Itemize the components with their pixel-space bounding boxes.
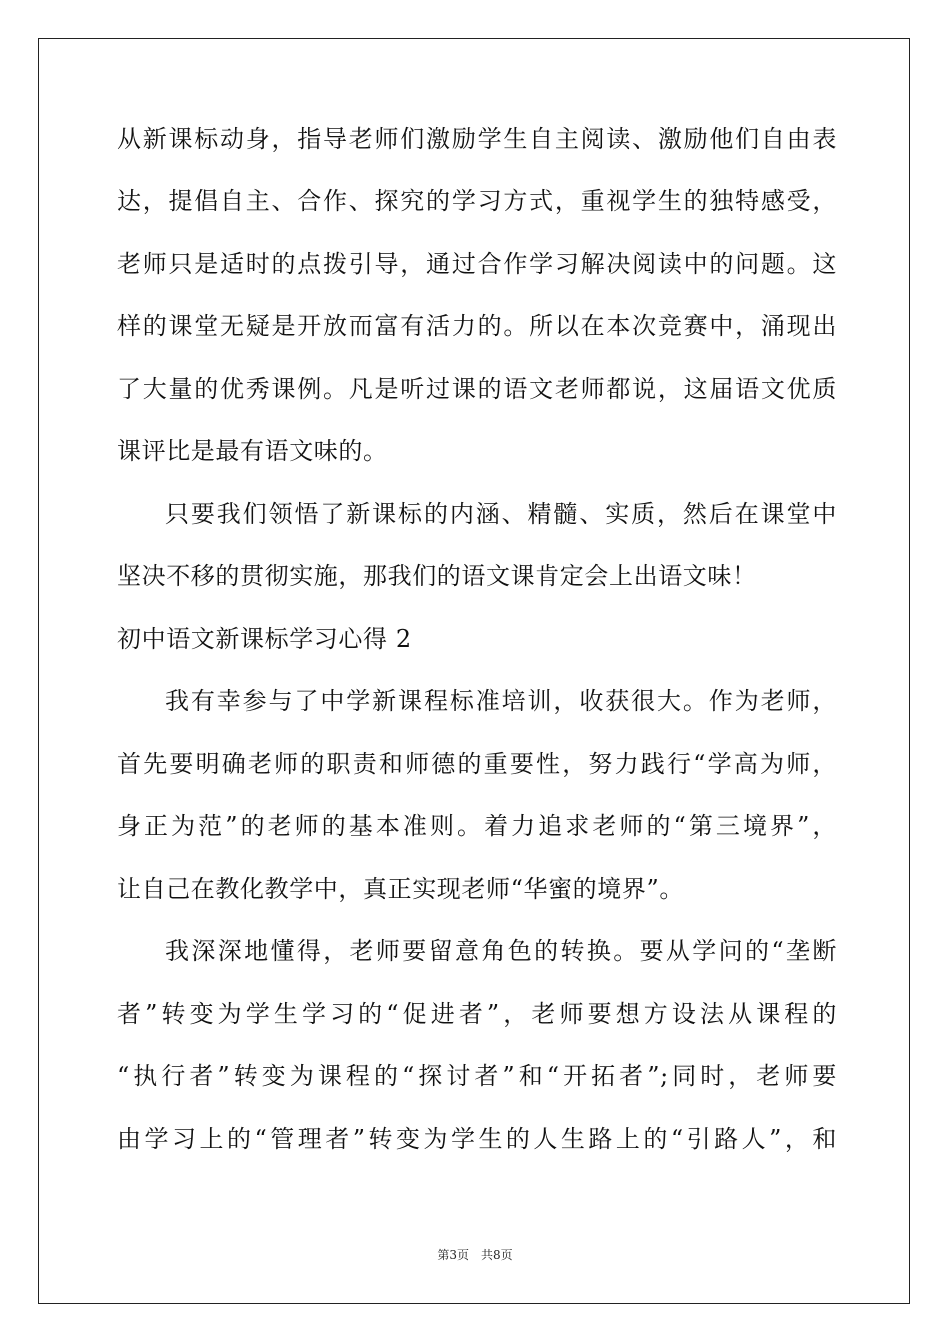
paragraph-first-line: 我深深地懂得，老师要留意角色的转换。要从学问的“垄断 <box>165 937 837 965</box>
body-text-line: 首先要明确老师的职责和师德的重要性，努力践行“学高为师， <box>117 750 837 778</box>
body-text-line: 让自己在教化教学中，真正实现老师“华蜜的境界”。 <box>117 875 684 903</box>
body-text-line: 达，提倡自主、合作、探究的学习方式，重视学生的独特感受， <box>117 187 837 215</box>
body-text-line: 坚决不移的贯彻实施，那我们的语文课肯定会上出语文味！ <box>117 562 757 590</box>
paragraph-first-line: 我有幸参与了中学新课程标准培训，收获很大。作为老师， <box>165 687 837 715</box>
body-text-line: 身正为范”的老师的基本准则。着力追求老师的“第三境界”， <box>117 812 837 840</box>
body-text-line: 了大量的优秀课例。凡是听过课的语文老师都说，这届语文优质 <box>117 375 837 403</box>
paragraph-first-line: 只要我们领悟了新课标的内涵、精髓、实质，然后在课堂中 <box>165 500 837 528</box>
body-text-line: 由学习上的“管理者”转变为学生的人生路上的“引路人”，和 <box>117 1125 837 1153</box>
body-text-line: 老师只是适时的点拨引导，通过合作学习解决阅读中的问题。这 <box>117 250 837 278</box>
page-number-footer: 第3页 共8页 <box>437 1248 513 1262</box>
section-heading: 初中语文新课标学习心得 2 <box>117 625 412 653</box>
page-border <box>38 38 910 1304</box>
body-text-line: 课评比是最有语文味的。 <box>117 437 388 465</box>
body-text-line: “执行者”转变为课程的“探讨者”和“开拓者”;同时，老师要 <box>117 1062 837 1090</box>
body-text-line: 从新课标动身，指导老师们激励学生自主阅读、激励他们自由表 <box>117 125 837 153</box>
body-text-line: 者”转变为学生学习的“促进者”，老师要想方设法从课程的 <box>117 1000 837 1028</box>
body-text-line: 样的课堂无疑是开放而富有活力的。所以在本次竞赛中，涌现出 <box>117 312 837 340</box>
